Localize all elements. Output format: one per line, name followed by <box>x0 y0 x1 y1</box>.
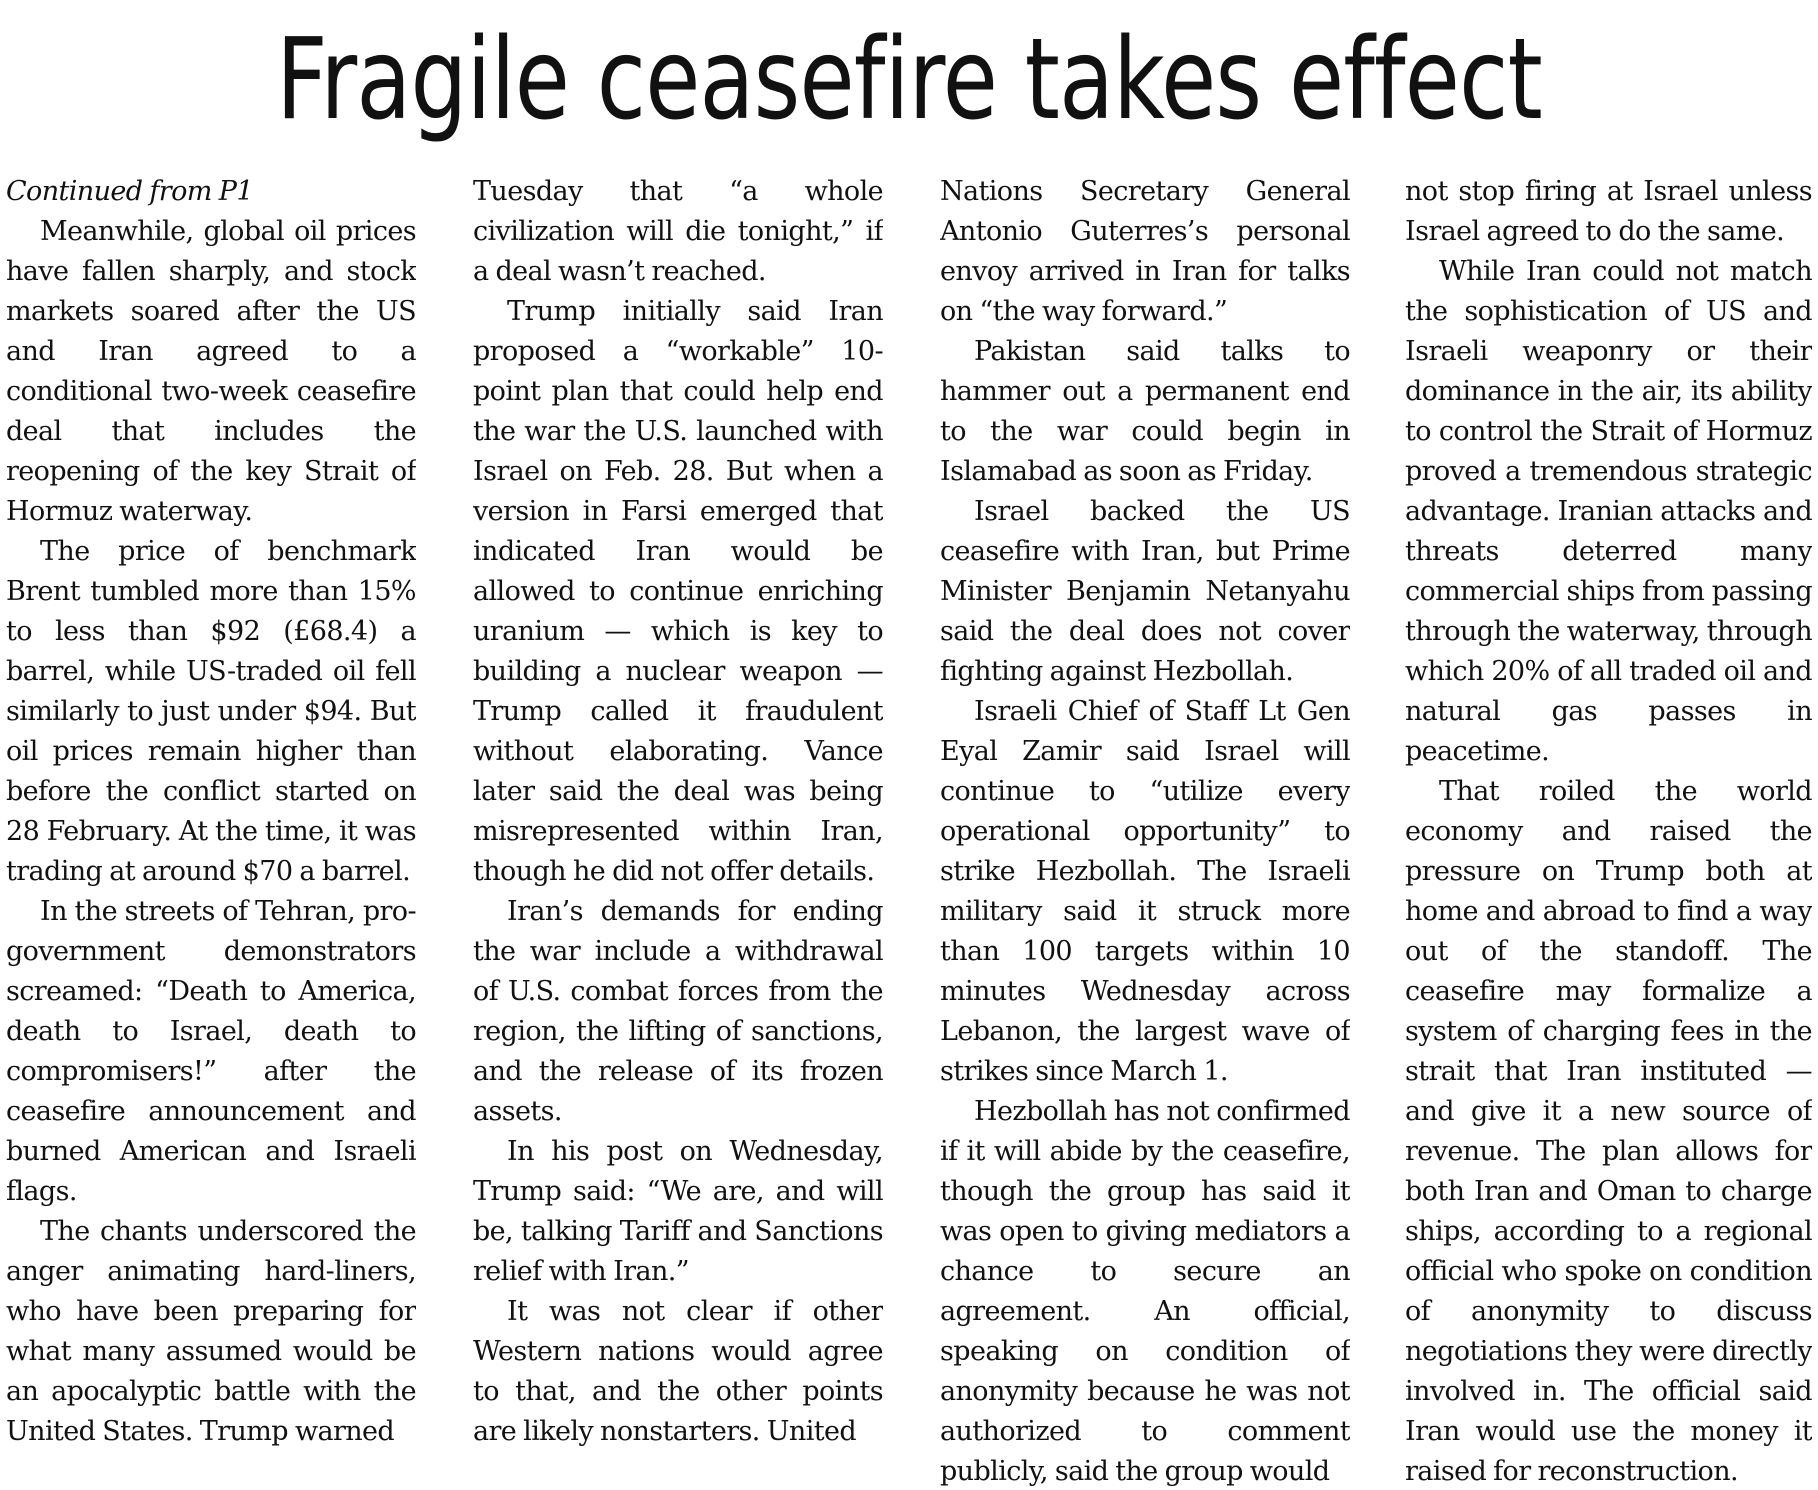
paragraph: Tuesday that “a whole civilization will die tonight,” if a deal wasn’t reached. <box>473 176 883 287</box>
continued-from-label: Continued from P1 <box>6 176 253 207</box>
paragraph: Nations Secretary General Antonio Guterres’s personal envoy arrived in Iran for talks on “the way forward.” <box>940 176 1350 327</box>
paragraph: Trump initially said Iran proposed a “workable” 10-point plan that could help end the war the U.S. launched with Israel on Feb. 28. But when a version in Farsi emerged that indicated Iran would be allowed to continue enriching uranium — which is key to building a nuclear weapon — Trump called it fraudulent without elaborating. Vance later said the deal was being misrepresented within Iran, though he did not offer details. <box>473 296 883 887</box>
paragraph: Israel backed the US ceasefire with Iran, but Prime Minister Benjamin Netanyahu said the deal does not cover fighting against Hezbollah. <box>940 496 1350 687</box>
headline: Fragile ceasefire takes effect <box>276 15 1542 145</box>
paragraph: not stop firing at Israel unless Israel agreed to do the same. <box>1405 176 1812 247</box>
paragraph: Israeli Chief of Staff Lt Gen Eyal Zamir said Israel will continue to “utilize every operational opportunity” to strike Hezbollah. The Israeli military said it struck more than 100 targets within 10 minutes Wednesday across Lebanon, the largest wave of strikes since March 1. <box>940 696 1350 1087</box>
paragraph: Hezbollah has not confirmed if it will abide by the ceasefire, though the group has said it was open to giving mediators a chance to secure an agreement. An official, speaking on condition of anonymity because he was not authorized to comment publicly, said the group would <box>940 1096 1350 1487</box>
paragraph: The price of benchmark Brent tumbled more than 15% to less than $92 (£68.4) a barrel, while US-traded oil fell similarly to just under $94. But oil prices remain higher than before the conflict started on 28 February. At the time, it was trading at around $70 a barrel. <box>6 536 416 887</box>
article-column-2 <box>473 172 883 1490</box>
paragraph: The chants underscored the anger animating hard-liners, who have been preparing for what many assumed would be an apocalyptic battle with the United States. Trump warned <box>6 1216 416 1447</box>
article-column-1 <box>6 172 416 1490</box>
paragraph: That roiled the world economy and raised the pressure on Trump both at home and abroad to find a way out of the standoff. The ceasefire may formalize a system of charging fees in the strait that Iran instituted — and give it a new source of revenue. The plan allows for both Iran and Oman to charge ships, according to a regional official who spoke on condition of anonymity to discuss negotiations they were directly involved in. The official said Iran would use the money it raised for reconstruction. <box>1405 776 1812 1487</box>
paragraph: Meanwhile, global oil prices have fallen sharply, and stock markets soared after the US and Iran agreed to a conditional two-week ceasefire deal that includes the reopening of the key Strait of Hormuz waterway. <box>6 216 416 527</box>
paragraph: In the streets of Tehran, pro-government demonstrators screamed: “Death to America, death to Israel, death to compromisers!” after the ceasefire announcement and burned American and Israeli flags. <box>6 896 416 1207</box>
paragraph: Pakistan said talks to hammer out a permanent end to the war could begin in Islamabad as soon as Friday. <box>940 336 1350 487</box>
paragraph: Iran’s demands for ending the war include a withdrawal of U.S. combat forces from the region, the lifting of sanctions, and the release of its frozen assets. <box>473 896 883 1127</box>
article-column-4 <box>1405 172 1812 1490</box>
article-column-3 <box>940 172 1350 1490</box>
paragraph: It was not clear if other Western nations would agree to that, and the other points are likely nonstarters. United <box>473 1296 883 1447</box>
article-body <box>6 172 1812 1490</box>
paragraph: While Iran could not match the sophistication of US and Israeli weaponry or their dominance in the air, its ability to control the Strait of Hormuz proved a tremendous strategic advantage. Iranian attacks and threats deterred many commercial ships from passing through the waterway, through which 20% of all traded oil and natural gas passes in peacetime. <box>1405 256 1812 767</box>
paragraph: In his post on Wednesday, Trump said: “We are, and will be, talking Tariff and Sanctions relief with Iran.” <box>473 1136 883 1287</box>
